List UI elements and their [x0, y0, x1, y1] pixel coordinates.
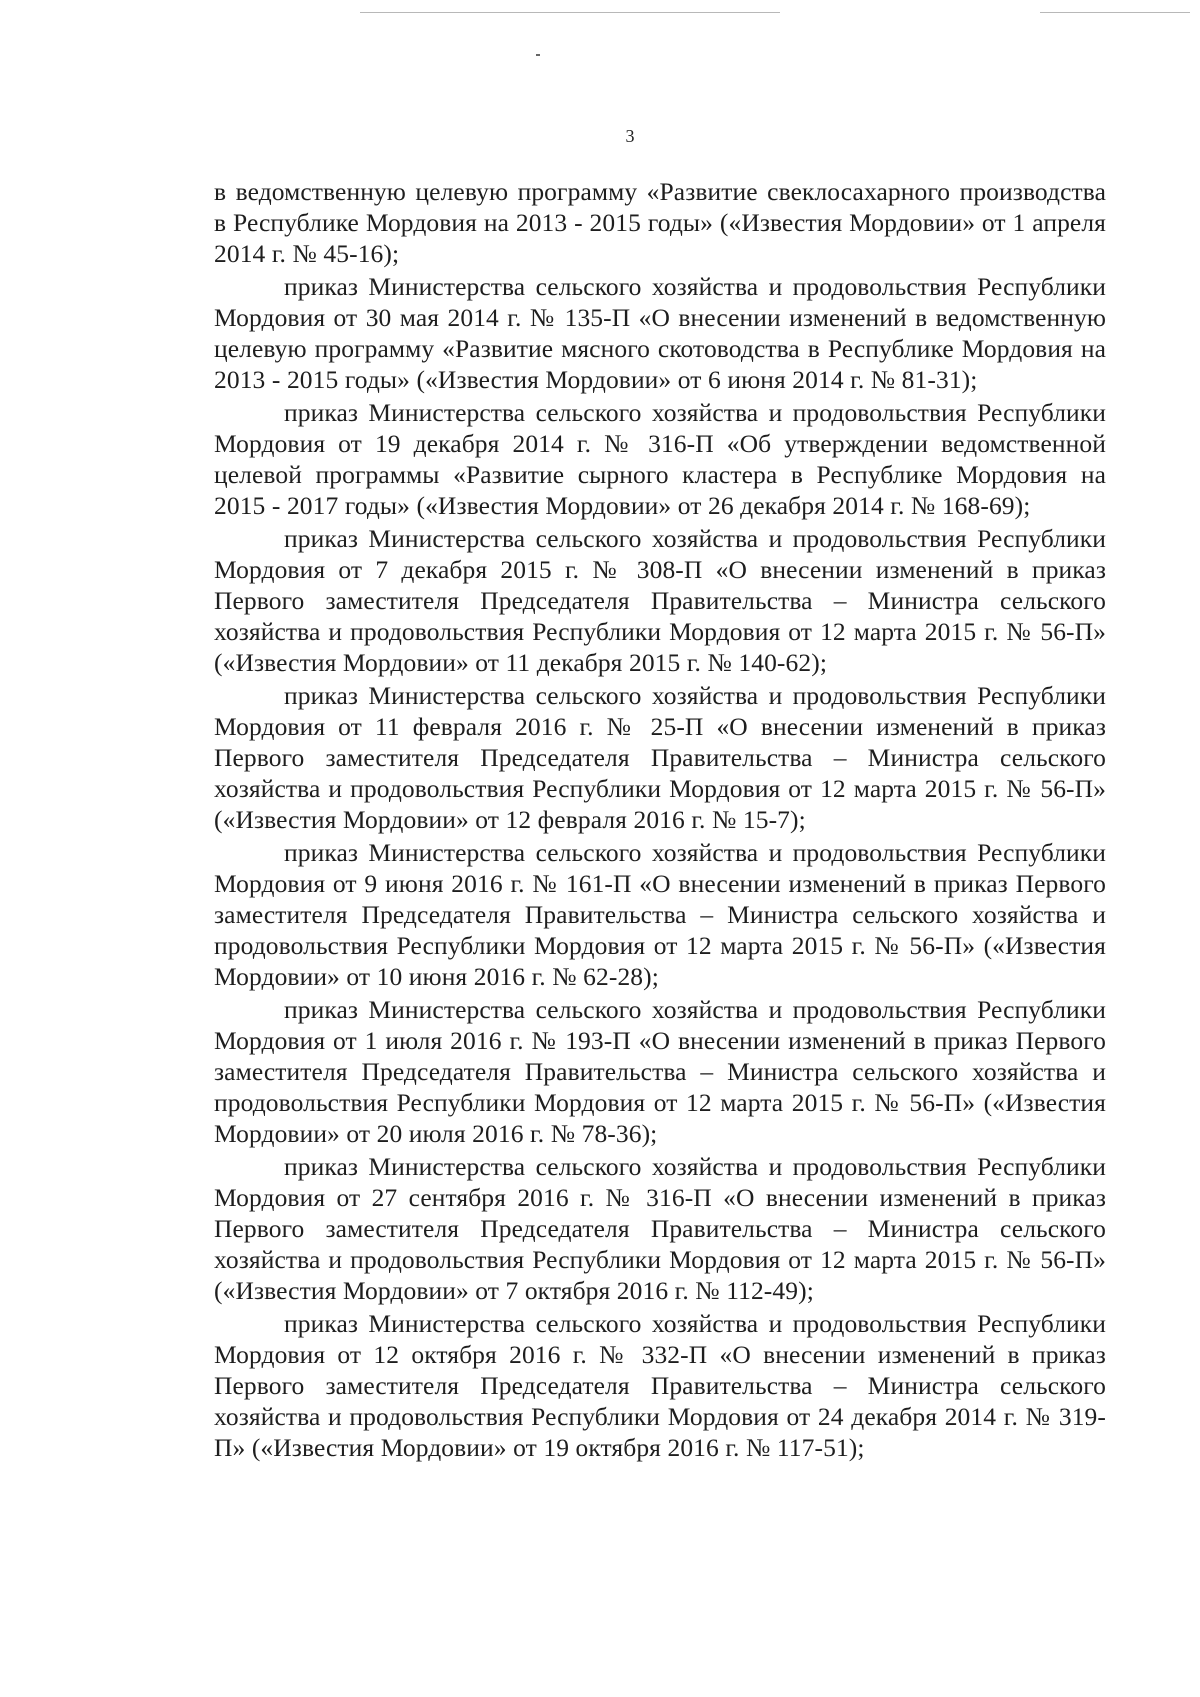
paragraph-order-item: приказ Министерства сельского хозяйства и продовольствия Республики Мордовия от 1 июля 2016 г. № 193-П «О внесении изменений в приказ Первого заместителя Председателя Правительства – Министра сельского хозяйства и продовольствия Республики Мордовия от 12 марта 2015 г. № 56-П» («Известия Мордовии» от 20 июля 2016 г. № 78-36);: [214, 995, 1106, 1148]
page-number: 3: [625, 126, 635, 146]
paragraph-order-item: приказ Министерства сельского хозяйства и продовольствия Республики Мордовия от 9 июня 2016 г. № 161-П «О внесении изменений в приказ Первого заместителя Председателя Правительства – Министра сельского хозяйства и продовольствия Республики Мордовия от 12 марта 2015 г. № 56-П» («Известия Мордовии» от 10 июня 2016 г. № 62-28);: [214, 838, 1106, 991]
scan-artifact-line: [360, 12, 780, 13]
scan-artifact-line: [1040, 12, 1190, 13]
paragraph-continuation: в ведомственную целевую программу «Развитие свеклосахарного производства в Республике Мордовия на 2013 - 2015 годы» («Известия Мордовии» от 1 апреля 2014 г. № 45-16);: [214, 177, 1106, 268]
document-body: [214, 176, 1106, 1465]
paragraph-order-item: приказ Министерства сельского хозяйства и продовольствия Республики Мордовия от 30 мая 2014 г. № 135-П «О внесении изменений в ведомственную целевую программу «Развитие мясного скотоводства в Республике Мордовия на 2013 - 2015 годы» («Известия Мордовии» от 6 июня 2014 г. № 81-31);: [214, 272, 1106, 394]
paragraph-order-item: приказ Министерства сельского хозяйства и продовольствия Республики Мордовия от 11 февраля 2016 г. № 25-П «О внесении изменений в приказ Первого заместителя Председателя Правительства – Министра сельского хозяйства и продовольствия Республики Мордовия от 12 марта 2015 г. № 56-П» («Известия Мордовии» от 12 февраля 2016 г. № 15-7);: [214, 681, 1106, 834]
scan-artifact-dot: [536, 54, 540, 56]
paragraph-order-item: приказ Министерства сельского хозяйства и продовольствия Республики Мордовия от 27 сентября 2016 г. № 316-П «О внесении изменений в приказ Первого заместителя Председателя Правительства – Министра сельского хозяйства и продовольствия Республики Мордовия от 12 марта 2015 г. № 56-П» («Известия Мордовии» от 7 октября 2016 г. № 112-49);: [214, 1152, 1106, 1305]
paragraph-order-item: приказ Министерства сельского хозяйства и продовольствия Республики Мордовия от 7 декабря 2015 г. № 308-П «О внесении изменений в приказ Первого заместителя Председателя Правительства – Министра сельского хозяйства и продовольствия Республики Мордовия от 12 марта 2015 г. № 56-П» («Известия Мордовии» от 11 декабря 2015 г. № 140-62);: [214, 524, 1106, 677]
paragraph-order-item: приказ Министерства сельского хозяйства и продовольствия Республики Мордовия от 19 декабря 2014 г. № 316-П «Об утверждении ведомственной целевой программы «Развитие сырного кластера в Республике Мордовия на 2015 - 2017 годы» («Известия Мордовии» от 26 декабря 2014 г. № 168-69);: [214, 398, 1106, 520]
paragraph-order-item: приказ Министерства сельского хозяйства и продовольствия Республики Мордовия от 12 октября 2016 г. № 332-П «О внесении изменений в приказ Первого заместителя Председателя Правительства – Министра сельского хозяйства и продовольствия Республики Мордовия от 24 декабря 2014 г. № 319-П» («Известия Мордовии» от 19 октября 2016 г. № 117-51);: [214, 1309, 1106, 1462]
